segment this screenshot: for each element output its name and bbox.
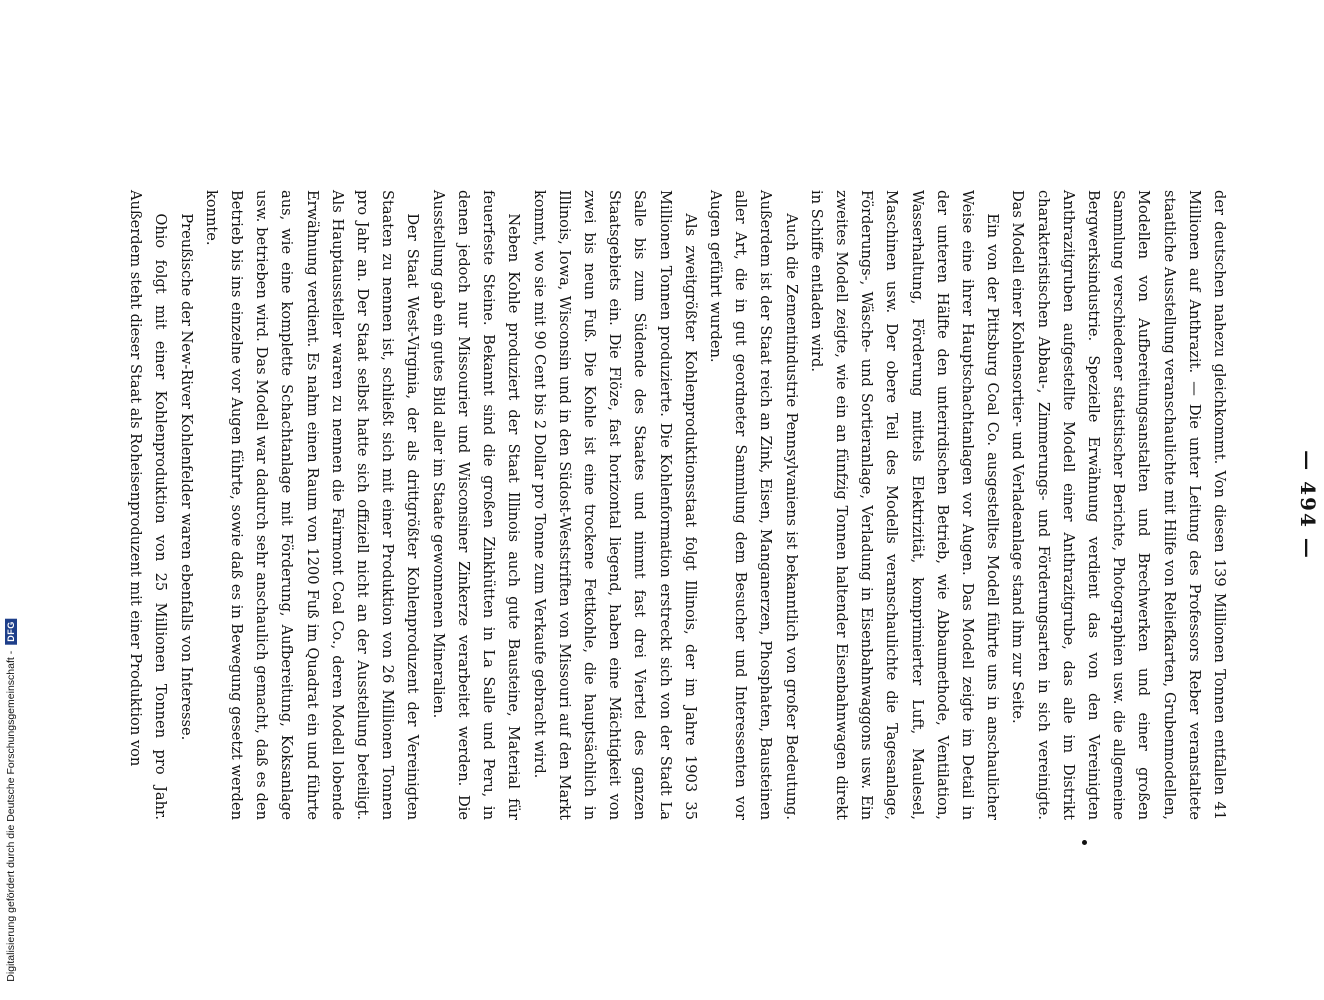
credit-line [5, 618, 17, 981]
rotated-text-block [120, 190, 1320, 820]
paragraph: Als zweitgrößter Kohlenproduktionsstaat folgt Illinois, der im Jahre 1903 35 Millionen Tonnen produzierte. Die Kohlenformation erstreckt sich von der Stadt La Salle bis zum Südende des Staates und nimmt fast drei Viertel des ganzen Staatsgebiets ein. Die Flöze, fast horizontal liegend, haben eine Mächtigkeit von zwei bis neun Fuß. Die Kohle ist eine trockene Fettkohle, die hauptsächlich in Illinois, Iowa, Wisconsin und in den Südost-Weststriften von Missouri auf den Markt kommt, wo sie mit 90 Cent bis 2 Dollar pro Tonne zum Verkaufe gebracht wird. [530, 190, 699, 820]
ink-dot [1082, 840, 1087, 845]
paragraph: Neben Kohle produziert der Staat Illinois auch gute Bausteine, Material für feuerfeste Steine. Bekannt sind die großen Zinkhütten in La Salle und Peru, in denen jedoch nur Missourier und Wisconsiner Zinkerze verarbeitet werden. Die Ausstellung gab ein gutes Bild aller im Staate gewonnenen Mineralien. [429, 190, 523, 820]
credit-text: Digitalisierung gefördert durch die Deutsche Forschungsgemeinschaft - [5, 650, 17, 982]
page-number: — 494 — [1296, 450, 1320, 560]
paragraph: Auch die Zementindustrie Pennsylvaniens ist bekanntlich von großer Bedeutung. Außerdem ist der Staat reich an Zink, Eisen, Manganerzen, Phosphaten, Bausteinen aller Art, die in gut geordneter Sammlung dem Besucher und Interessenten vor Augen geführt wurden. [706, 190, 800, 820]
paragraph: Preußische der New-River Kohlenfelder waren ebenfalls von Interesse. [177, 213, 195, 741]
dfg-logo: DFG [5, 618, 17, 645]
paragraph: der deutschen nahezu gleichkommt. Von diesen 139 Millionen Tonnen entfallen 41 Millionen auf Anthrazit. — Die unter Leitung des Professors Reber veranstaltete staatliche Ausstellung veranschaulichte mit Hilfe von Reliefkarten, Grubenmodellen, Modellen von Aufbereitungsanstalten und Brechwerken und einer großen Sammlung verschiedener statistischer Berichte, Photographien usw. die allgemeine Bergwerksindustrie. Spezielle Erwähnung verdient das von den Vereinigten Anthrazitgruben aufgestellte Modell einer Anthrazitgrube, das alle im Distrikt charakteristischen Abbau-, Zimmerungs- und Förderungsarten in sich vereinigte. Das Modell einer Kohlensortier- und Verladeanlage stand ihm zur Seite. [1009, 190, 1228, 820]
body-text [123, 190, 1232, 820]
paragraph: Der Staat West-Virginia, der als drittgrößter Kohlenproduzent der Vereinigten Staaten zu nennen ist, schließt sich mit einer Produktion von 26 Millionen Tonnen pro Jahr an. Der Staat selbst hatte sich offiziell nicht an der Ausstellung beteiligt. Als Hauptaussteller waren zu nennen die Fairmont Coal Co., deren Modell lobende Erwähnung verdient. Es nahm einen Raum von 1200 Fuß im Quadrat ein und führte aus, wie eine komplette Schachtanlage mit Förderung, Aufbereitung, Koksanlage usw. betrieben wird. Das Modell war dadurch sehr anschaulich gemacht, daß es den Betrieb bis ins einzelne vor Augen führte, sowie daß es in Bewegung gesetzt werden konnte. [202, 190, 422, 820]
digitization-credit [0, 0, 22, 1000]
paragraph: Ohio folgt mit einer Kohlenproduktion von 25 Millionen Tonnen pro Jahr. Außerdem steht dieser Staat als Roheisenproduzent mit einer Produktion von [127, 190, 170, 820]
paragraph: Ein von der Pittsburg Coal Co. ausgestelltes Modell führte uns in anschaulicher Weise eine ihrer Hauptschachtanlagen vor Augen. Das Modell zeigte im Detail in der unteren Hälfte den unterirdischen Betrieb, wie Abbaumethode, Ventilation, Wasserhaltung, Förderung mittels Elektrizität, komprimierter Luft, Maulesel, Maschinen usw. Der obere Teil des Modells veranschaulichte die Tagesanlage, Förderungs-, Wäsche- und Sortieranlage, Verladung in Eisenbahnwaggons usw. Ein zweites Modell zeigte, wie ein an fünfzig Tonnen haltender Eisenbahnwagen direkt in Schiffe entladen wird. [807, 190, 1002, 820]
